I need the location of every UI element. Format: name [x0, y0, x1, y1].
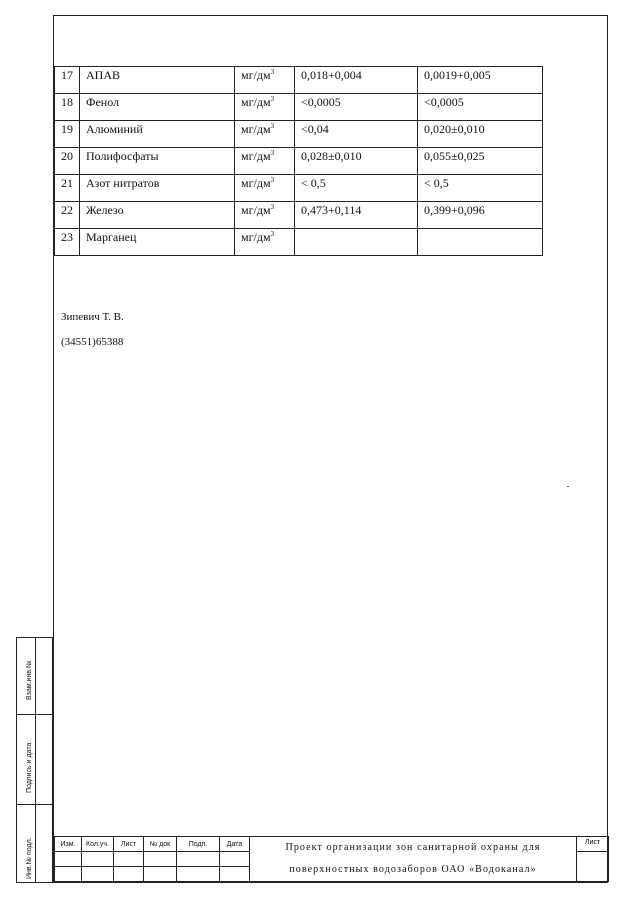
row-number: 19 — [55, 121, 80, 148]
indicator-name: Фенол — [80, 94, 235, 121]
indicator-name: Железо — [80, 202, 235, 229]
row-number: 21 — [55, 175, 80, 202]
unit-text: мг/дм — [241, 176, 271, 190]
unit-text: мг/дм — [241, 68, 271, 82]
side-box-signature-date — [16, 714, 53, 805]
value-2: <0,0005 — [418, 94, 543, 121]
unit-text: мг/дм — [241, 149, 271, 163]
side-box-replaced-inv — [16, 637, 53, 715]
document-title-line-1: Проект организации зон санитарной охраны для — [285, 842, 541, 853]
table-row — [55, 148, 543, 175]
unit-cell — [235, 67, 295, 94]
unit-text: мг/дм — [241, 230, 271, 244]
indicator-name: Полифосфаты — [80, 148, 235, 175]
unit-exponent: 3 — [270, 230, 275, 238]
unit-text: мг/дм — [241, 95, 271, 109]
contact-phone: (34551)65388 — [61, 336, 124, 348]
row-number: 18 — [55, 94, 80, 121]
table-row — [55, 175, 543, 202]
document-title-line-2: поверхностных водозаборов ОАО «Водоканал» — [289, 864, 537, 875]
value-1: 0,028±0,010 — [295, 148, 418, 175]
stamp-header-sheet: Лист — [114, 837, 144, 852]
stamp-sheet-number — [577, 852, 609, 882]
value-1: < 0,5 — [295, 175, 418, 202]
stamp-header-doc: № док — [144, 837, 177, 852]
row-number: 17 — [55, 67, 80, 94]
indicator-name: Азот нитратов — [80, 175, 235, 202]
value-1: 0,473+0,114 — [295, 202, 418, 229]
value-2: 0,0019+0,005 — [418, 67, 543, 94]
unit-exponent: 3 — [270, 176, 275, 184]
value-1: <0,0005 — [295, 94, 418, 121]
unit-text: мг/дм — [241, 122, 271, 136]
side-label-replaced-inv: Взам.инв.№ — [26, 660, 33, 700]
contact-name: Зипевич Т. В. — [61, 311, 124, 323]
unit-exponent: 3 — [270, 122, 275, 130]
table-row — [55, 67, 543, 94]
value-2: 0,020±0,010 — [418, 121, 543, 148]
unit-exponent: 3 — [270, 68, 275, 76]
row-number: 20 — [55, 148, 80, 175]
stamp-header-change: Изм. — [55, 837, 82, 852]
unit-cell — [235, 148, 295, 175]
value-2: 0,399+0,096 — [418, 202, 543, 229]
stamp-header-signature: Подп. — [177, 837, 220, 852]
table-row — [55, 94, 543, 121]
value-2 — [418, 229, 543, 256]
unit-text: мг/дм — [241, 203, 271, 217]
unit-cell — [235, 121, 295, 148]
value-1 — [295, 229, 418, 256]
table-row — [55, 202, 543, 229]
row-number: 23 — [55, 229, 80, 256]
stamp-sheet-label: Лист — [577, 837, 609, 852]
indicator-name: Марганец — [80, 229, 235, 256]
side-box-original-inv — [16, 804, 53, 883]
stamp-header-count: Кол.уч. — [82, 837, 114, 852]
value-2: 0,055±0,025 — [418, 148, 543, 175]
results-table — [54, 66, 543, 256]
table-row — [55, 229, 543, 256]
table-row — [55, 121, 543, 148]
unit-cell — [235, 229, 295, 256]
document-title — [250, 837, 577, 882]
unit-cell — [235, 94, 295, 121]
value-1: 0,018+0,004 — [295, 67, 418, 94]
unit-exponent: 3 — [270, 203, 275, 211]
unit-cell — [235, 175, 295, 202]
unit-cell — [235, 202, 295, 229]
indicator-name: АПАВ — [80, 67, 235, 94]
stamp-header-date: Дата — [220, 837, 250, 852]
title-block — [54, 836, 609, 882]
unit-exponent: 3 — [270, 95, 275, 103]
value-1: <0,04 — [295, 121, 418, 148]
scan-speck — [567, 486, 569, 487]
indicator-name: Алюминий — [80, 121, 235, 148]
side-label-original-inv: Инв.№ подл. — [26, 837, 33, 879]
unit-exponent: 3 — [270, 149, 275, 157]
value-2: < 0,5 — [418, 175, 543, 202]
row-number: 22 — [55, 202, 80, 229]
side-label-signature-date: Подпись и дата — [26, 742, 33, 793]
